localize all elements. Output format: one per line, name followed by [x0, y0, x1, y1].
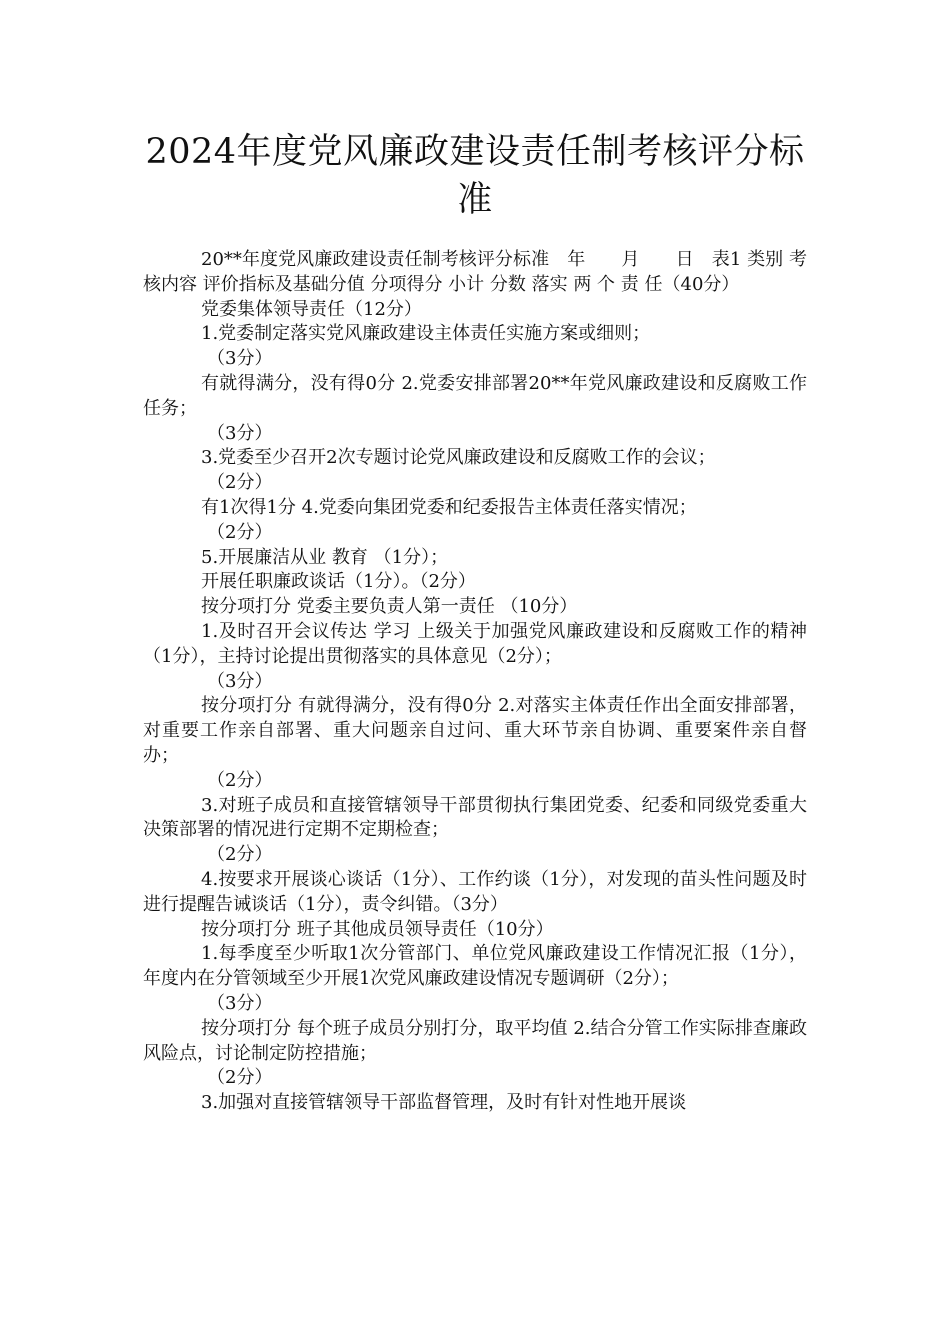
paragraph: 开展任职廉政谈话（1分）。（2分） — [201, 571, 476, 593]
document-body — [143, 248, 807, 1116]
paragraph: 有就得满分，没有得0分 2.党委安排部署20**年党风廉政建设和反腐败工作任务； — [143, 372, 807, 419]
paragraph: 有1次得1分 4.党委向集团党委和纪委报告主体责任落实情况； — [201, 496, 697, 518]
paragraph: 3.对班子成员和直接管辖领导干部贯彻执行集团党委、纪委和同级党委重大决策部署的情况进行定期不定期检查； — [143, 794, 807, 841]
paragraph: 按分项打分 每个班子成员分别打分，取平均值 2.结合分管工作实际排查廉政风险点，讨论制定防控措施； — [143, 1017, 807, 1064]
paragraph: 按分项打分 党委主要负责人第一责任 （10分） — [201, 596, 578, 618]
paragraph: 按分项打分 班子其他成员领导责任（10分） — [201, 918, 554, 940]
paragraph: 3.党委至少召开2次专题讨论党风廉政建设和反腐败工作的会议； — [201, 447, 716, 469]
score-line: （3分） — [207, 670, 273, 692]
document-page — [143, 128, 807, 1116]
score-line: （2分） — [207, 844, 273, 866]
paragraph: 党委集体领导责任（12分） — [201, 298, 422, 320]
document-title: 2024年度党风廉政建设责任制考核评分标准 — [145, 132, 805, 220]
paragraph: 5.开展廉洁从业 教育 （1分）； — [201, 546, 449, 568]
paragraph: 20**年度党风廉政建设责任制考核评分标准 年 月 日 表1 类别 考核内容 评价指标及基础分值 分项得分 小计 分数 落实 两 个 责 任（40分） — [143, 249, 807, 295]
paragraph: 1.党委制定落实党风廉政建设主体责任实施方案或细则； — [201, 323, 651, 345]
score-line: （2分） — [207, 472, 273, 494]
paragraph: 3.加强对直接管辖领导干部监督管理，及时有针对性地开展谈 — [201, 1092, 687, 1114]
paragraph: 4.按要求开展谈心谈话（1分）、工作约谈（1分），对发现的苗头性问题及时进行提醒告诫谈话（1分），责令纠错。（3分） — [143, 868, 807, 915]
score-line: （2分） — [207, 769, 273, 791]
score-line: （3分） — [207, 992, 273, 1014]
paragraph: 1.每季度至少听取1次分管部门、单位党风廉政建设工作情况汇报（1分），年度内在分管领域至少开展1次党风廉政建设情况专题调研（2分）； — [143, 943, 807, 990]
paragraph: 1.及时召开会议传达 学习 上级关于加强党风廉政建设和反腐败工作的精神（1分），主持讨论提出贯彻落实的具体意见（2分）； — [143, 620, 807, 667]
score-line: （2分） — [207, 1067, 273, 1089]
score-line: （3分） — [207, 422, 273, 444]
score-line: （2分） — [207, 521, 273, 543]
paragraph: 按分项打分 有就得满分，没有得0分 2.对落实主体责任作出全面安排部署，对重要工作亲自部署、重大问题亲自过问、重大环节亲自协调、重要案件亲自督办； — [143, 695, 807, 766]
score-line: （3分） — [207, 348, 273, 370]
